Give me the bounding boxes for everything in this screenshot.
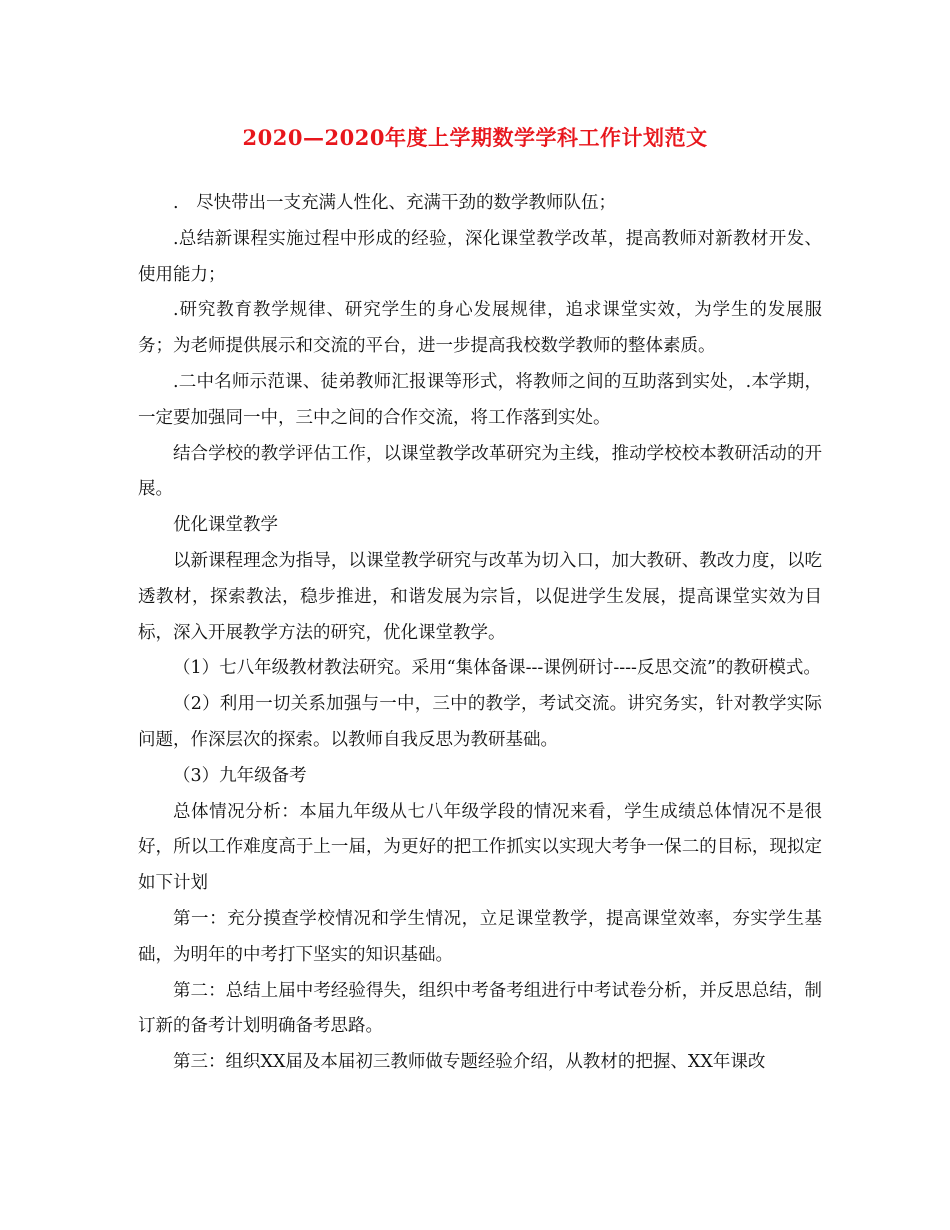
paragraph: .二中名师示范课、徒弟教师汇报课等形式，将教师之间的互助落到实处，.本学期，一定要加强同一中，三中之间的合作交流，将工作落到实处。 <box>138 371 822 428</box>
paragraph: 第一：充分摸查学校情况和学生情况，立足课堂教学，提高课堂效率，夯实学生基础，为明年的中考打下坚实的知识基础。 <box>138 908 822 965</box>
paragraph: .研究教育教学规律、研究学生的身心发展规律，追求课堂实效，为学生的发展服务；为老师提供展示和交流的平台，进一步提高我校数学教师的整体素质。 <box>138 300 822 357</box>
paragraph: （1）七八年级教材教法研究。采用“集体备课---课例研讨----反思交流”的教研模式。 <box>173 658 821 679</box>
document-body <box>138 186 822 1081</box>
paragraph: 第二：总结上届中考经验得失，组织中考备考组进行中考试卷分析，并反思总结，制订新的备考计划明确备考思路。 <box>138 980 822 1037</box>
paragraph: . 尽快带出一支充满人性化、充满干劲的数学教师队伍； <box>173 193 617 213</box>
paragraph: .总结新课程实施过程中形成的经验，深化课堂教学改革，提高教师对新教材开发、使用能力； <box>138 228 822 285</box>
paragraph: 以新课程理念为指导，以课堂教学研究与改革为切入口，加大教研、教改力度，以吃透教材，探索教法，稳步推进，和谐发展为宗旨，以促进学生发展，提高课堂实效为目标，深入开展教学方法的研究，优化课堂教学。 <box>138 550 822 643</box>
section-heading: （3）九年级备考 <box>173 765 307 786</box>
section-heading: 优化课堂教学 <box>173 515 278 536</box>
paragraph: 第三：组织XX届及本届初三教师做专题经验介绍，从教材的把握、XX年课改 <box>173 1052 766 1073</box>
paragraph: 总体情况分析：本届九年级从七八年级学段的情况来看，学生成绩总体情况不是很好，所以工作难度高于上一届，为更好的把工作抓实以实现大考争一保二的目标，现拟定如下计划 <box>138 801 822 894</box>
paragraph: （2）利用一切关系加强与一中，三中的教学，考试交流。讲究务实，针对教学实际问题，作深层次的探索。以教师自我反思为教研基础。 <box>138 694 822 750</box>
paragraph: 结合学校的教学评估工作，以课堂教学改革研究为主线，推动学校校本教研活动的开展。 <box>138 443 822 500</box>
document-title: 2020—2020年度上学期数学学科工作计划范文 <box>242 125 708 150</box>
